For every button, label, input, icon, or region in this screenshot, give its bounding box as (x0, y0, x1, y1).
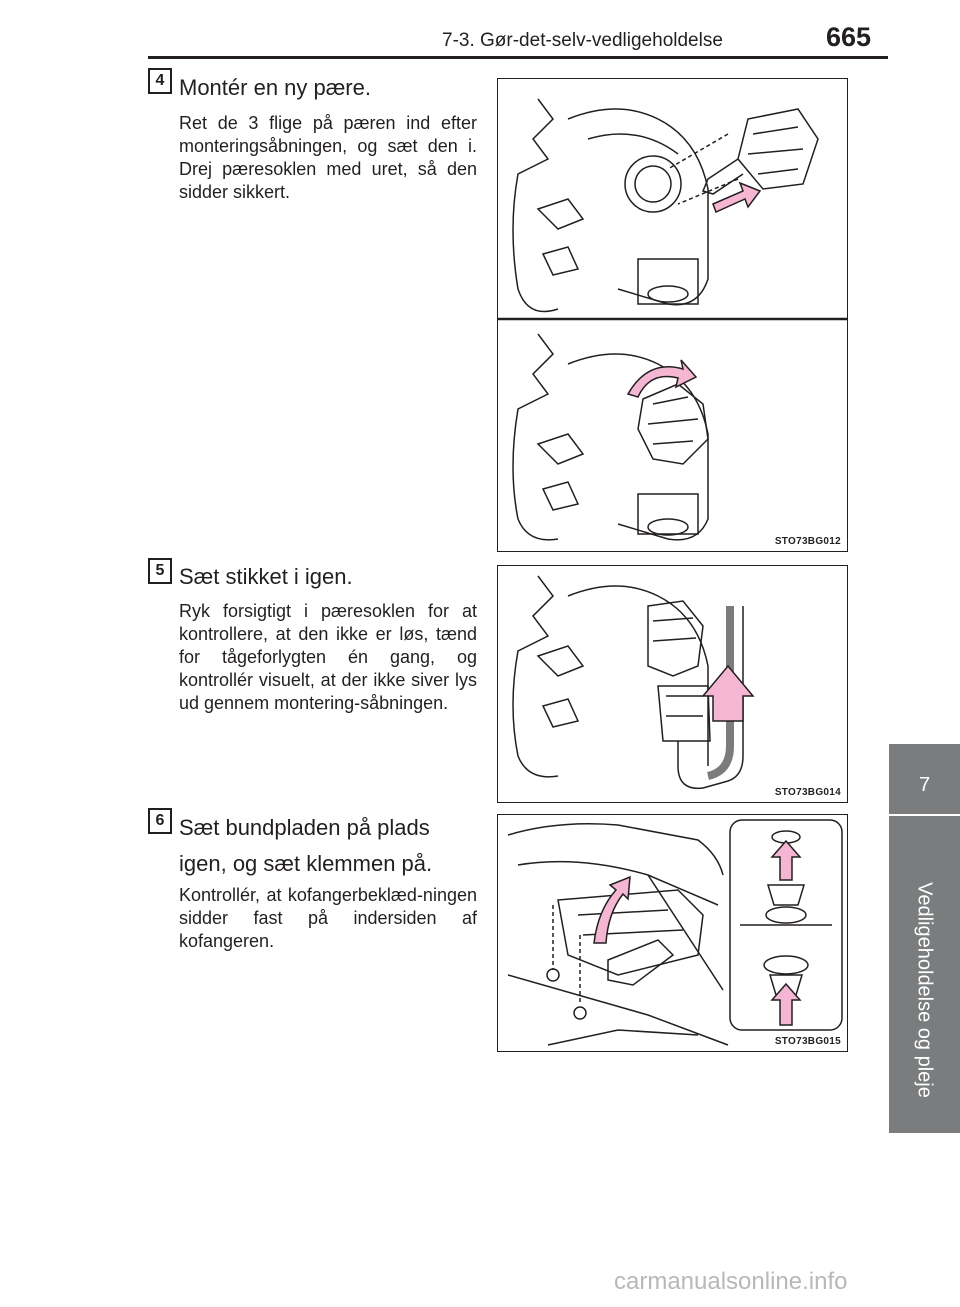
section-title: 7-3. Gør-det-selv-vedligeholdelse (442, 30, 723, 51)
step-6-body: Kontrollér, at kofangerbeklæd-ningen sidder fast på indersiden af kofangeren. (179, 885, 477, 951)
figure-code: STO73BG012 (774, 536, 841, 547)
chapter-title: Vedligeholdelse og pleje (913, 882, 936, 1098)
step-6-number: 6 (148, 808, 172, 834)
figure-connector-reattach (497, 565, 848, 803)
undercover-illustration (498, 815, 848, 1052)
figure-bulb-install (497, 78, 848, 552)
step-5-body: Ryk forsigtigt i pæresoklen for at kontrollere, at den ikke er løs, tænd for tågeforlygten én gang, og kontrollér visuelt, at der ikke siver lys ud gennem montering-såbningen. (179, 601, 477, 713)
step-5-title: Sæt stikket i igen. (179, 564, 353, 589)
step-4-title: Montér en ny pære. (179, 75, 371, 100)
figure-code: STO73BG015 (774, 1036, 841, 1047)
chapter-tab-divider (889, 814, 960, 816)
chapter-number: 7 (918, 774, 931, 796)
page-number: 665 (826, 22, 872, 52)
step-4-number: 4 (148, 68, 172, 94)
step-5-number: 5 (148, 558, 172, 584)
watermark-text[interactable]: carmanualsonline.info (614, 1268, 848, 1295)
bulb-install-illustration (498, 79, 848, 552)
page-header (0, 0, 960, 60)
figure-undercover-install (497, 814, 848, 1052)
step-4-body: Ret de 3 flige på pæren ind efter monteringsåbningen, og sæt den i. Drej pæresoklen med uret, så den sidder sikkert. (179, 113, 477, 202)
figure-code: STO73BG014 (774, 787, 841, 798)
chapter-tab[interactable] (889, 744, 960, 1133)
header-rule (148, 56, 888, 59)
connector-illustration (498, 566, 848, 803)
step-6-title: Sæt bundpladen på plads igen, og sæt klemmen på. (179, 815, 433, 876)
